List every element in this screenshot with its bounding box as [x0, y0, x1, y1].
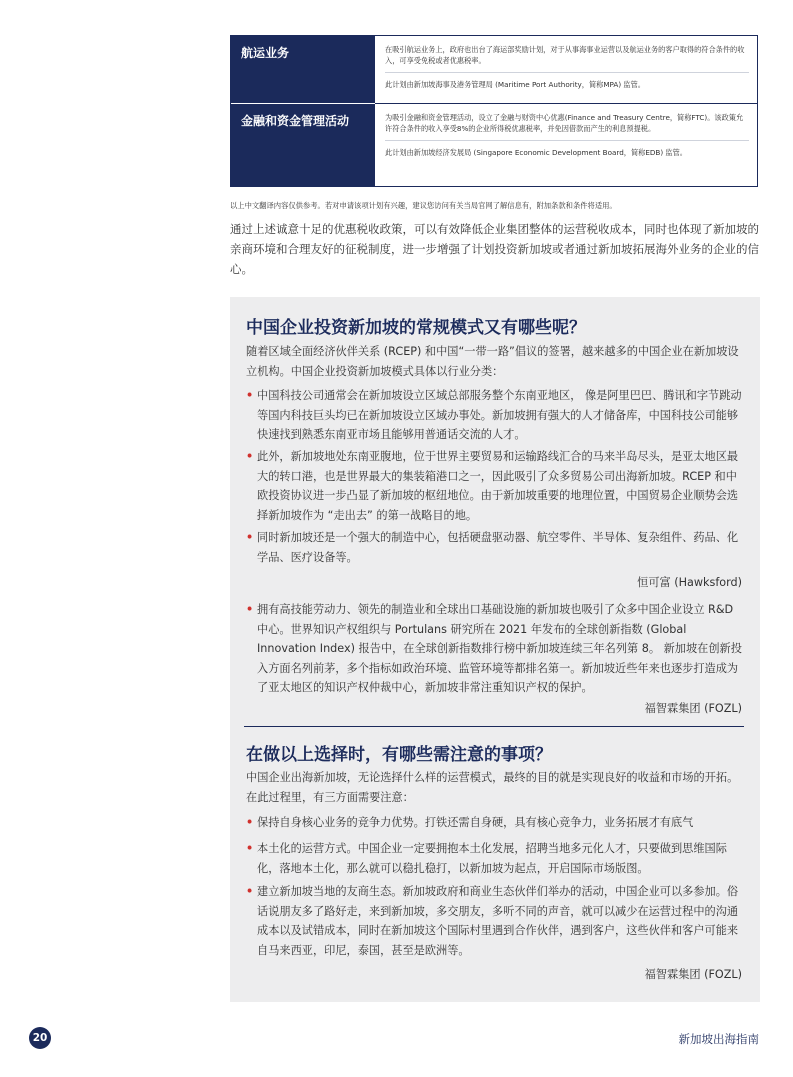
row-label: 航运业务	[231, 36, 375, 103]
list-item: • 同时新加坡还是一个强大的制造中心，包括硬盘驱动器、航空零件、半导体、复杂组件、药品、化学品、医疗设备等。	[246, 528, 746, 567]
list-item: • 中国科技公司通常会在新加坡设立区域总部服务整个东南亚地区， 像是阿里巴巴、腾讯和字节跳动等国内科技巨头均已在新加坡设立区域办事处。新加坡拥有强大的人才储备库，中国科技公司能够快速找到熟悉东南亚市场且能够用普通话交流的人才。	[246, 386, 746, 445]
bullet-icon: •	[246, 450, 254, 463]
row-text: 为吸引金融和资金管理活动，设立了金融与财资中心优惠(Finance and Treasury Centre，简称FTC)。该政策允许符合条件的收入享受8%的企业所得税优惠税率，并免因借款而产生的利息预提税。	[385, 113, 744, 133]
bullet-icon: •	[246, 816, 254, 829]
row-content	[375, 104, 757, 186]
section-lead: 随着区域全面经济伙伴关系 (RCEP) 和中国“一带一路”倡议的签署，越来越多的中国企业在新加坡设立机构。中国企业投资新加坡模式具体以行业分类：	[246, 345, 739, 378]
row-label: 金融和资金管理活动	[231, 104, 375, 186]
footer-title: 新加坡出海指南	[678, 1032, 759, 1046]
section-lead: 中国企业出海新加坡，无论选择什么样的运营模式，最终的目的就是实现良好的收益和市场的开拓。在此过程里，有三方面需要注意：	[246, 771, 739, 804]
bullet-icon: •	[246, 885, 254, 898]
page-number: 20	[29, 1027, 51, 1049]
incentive-table	[230, 35, 758, 187]
list-item: • 建立新加坡当地的友商生态。新加坡政府和商业生态伙伴们举办的活动，中国企业可以多参加。俗话说朋友多了路好走，来到新加坡，多交朋友，多听不同的声音，就可以减少在运营过程中的沟通成本以及试错成本，同时在新加坡这个国际村里遇到合作伙伴，遇到客户，这些伙伴和客户可能来自马来西亚，印尼，泰国，甚至是欧洲等。	[246, 882, 746, 960]
row-text: 在吸引航运业务上，政府也出台了海运部奖励计划，对于从事海事业运营以及航运业务的客户取得的符合条件的收入，可享受免税或者优惠税率。	[385, 45, 745, 65]
bullet-icon: •	[246, 389, 254, 402]
section-title: 在做以上选择时，有哪些需注意的事项？	[246, 745, 552, 765]
table-row-shipping	[231, 36, 757, 103]
bullet-icon: •	[246, 531, 254, 544]
table-row-finance	[231, 104, 757, 186]
section-divider	[244, 726, 744, 727]
list-item: • 此外，新加坡地处东南亚腹地，位于世界主要贸易和运输路线汇合的马来半岛尽头，是亚太地区最大的转口港，也是世界最大的集装箱港口之一，因此吸引了众多贸易公司出海新加坡。RCEP 和中欧投资协议进一步凸显了新加坡的枢纽地位。由于新加坡重要的地理位置，中国贸易企业顺势会选择新加坡作为 “走出去” 的第一战略目的地。	[246, 447, 746, 525]
section-title: 中国企业投资新加坡的常规模式又有哪些呢？	[246, 318, 586, 338]
bullet-icon: •	[246, 603, 254, 616]
row-text: 此计划由新加坡经济发展局 (Singapore Economic Development Board，简称EDB) 监管。	[385, 148, 687, 157]
source-credit: 福智霖集团 (FOZL)	[644, 968, 742, 981]
source-credit: 福智霖集团 (FOZL)	[644, 702, 742, 715]
list-item: • 本土化的运营方式。中国企业一定要拥抱本土化发展，招聘当地多元化人才，只要做到思维国际化，落地本土化，那么就可以稳扎稳打，以新加坡为起点，开启国际市场版图。	[246, 839, 746, 878]
intro-paragraph: 通过上述诚意十足的优惠税收政策，可以有效降低企业集团整体的运营税收成本，同时也体现了新加坡的亲商环境和合理友好的征税制度，进一步增强了计划投资新加坡或者通过新加坡拓展海外业务的企业的信心。	[230, 222, 759, 276]
row-content	[375, 36, 757, 103]
row-text: 此计划由新加坡海事及港务管理局 (Maritime Port Authority，简称MPA) 监管。	[385, 80, 645, 89]
list-item: • 拥有高技能劳动力、领先的制造业和全球出口基础设施的新加坡也吸引了众多中国企业设立 R&D 中心。世界知识产权组织与 Portulans 研究所在 2021 年发布的全球创新指数 (Global Innovation Index) 报告中，在全球创新指数排行榜中新加坡连续三年名列第 8。 新加坡在创新投入方面名列前茅，多个指标如政治环境、监管环境等都排名第一。新加坡近些年来也逐步打造成为了亚太地区的知识产权仲裁中心，新加坡非常注重知识产权的保护。	[246, 600, 746, 698]
list-item: • 保持自身核心业务的竞争力优势。打铁还需自身硬，具有核心竞争力，业务拓展才有底气	[246, 813, 746, 833]
source-credit: 恒可富 (Hawksford)	[637, 576, 742, 589]
disclaimer: 以上中文翻译内容仅供参考。若对申请该项计划有兴趣，建议您访问有关当局官网了解信息有，附加条款和条件将适用。	[230, 201, 617, 210]
info-panel	[230, 297, 760, 1002]
bullet-icon: •	[246, 842, 254, 855]
